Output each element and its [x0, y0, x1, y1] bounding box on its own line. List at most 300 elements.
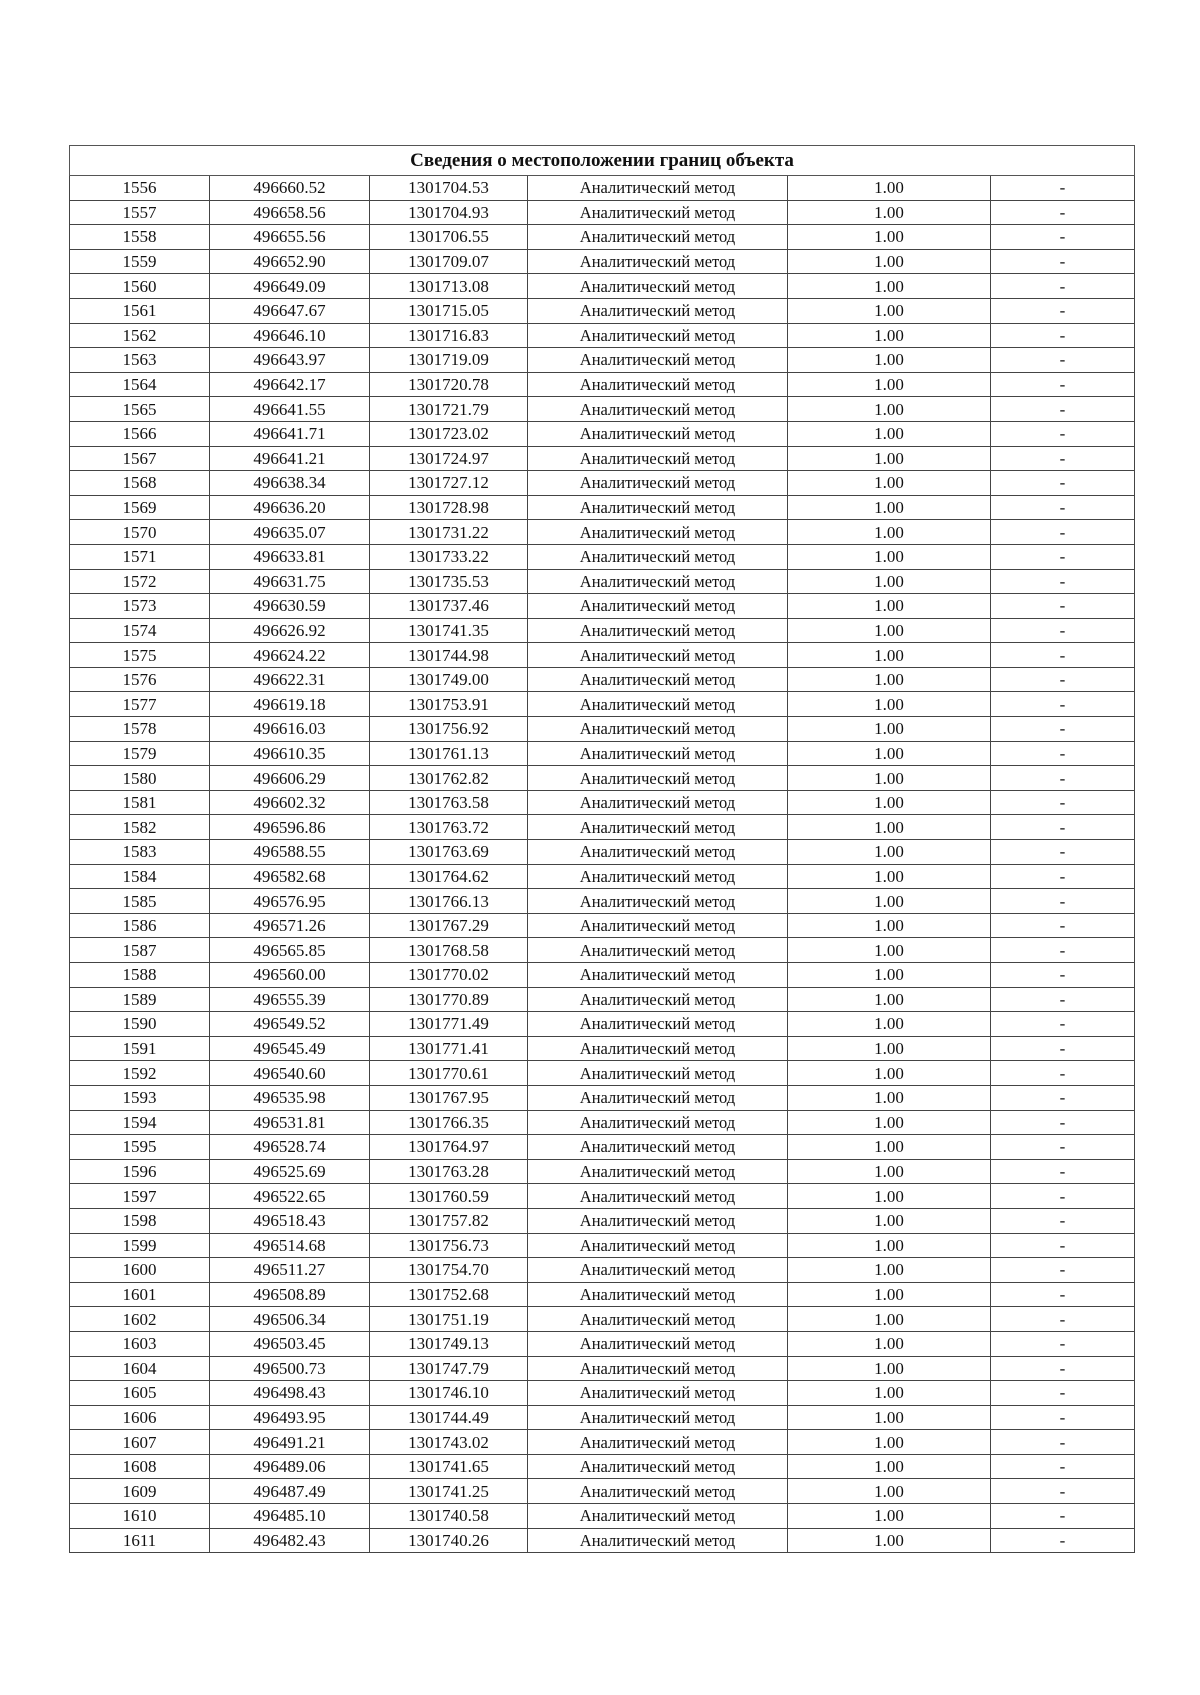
description-cell: -: [991, 298, 1135, 323]
point-number-cell: 1595: [70, 1135, 210, 1160]
y-coordinate-cell: 1301749.00: [370, 667, 528, 692]
point-number-cell: 1589: [70, 987, 210, 1012]
x-coordinate-cell: 496545.49: [210, 1036, 370, 1061]
point-number-cell: 1571: [70, 544, 210, 569]
accuracy-cell: 1.00: [788, 348, 991, 373]
y-coordinate-cell: 1301753.91: [370, 692, 528, 717]
method-cell: Аналитический метод: [528, 766, 788, 791]
point-number-cell: 1572: [70, 569, 210, 594]
point-number-cell: 1586: [70, 913, 210, 938]
accuracy-cell: 1.00: [788, 471, 991, 496]
accuracy-cell: 1.00: [788, 963, 991, 988]
table-row: [70, 667, 1135, 692]
accuracy-cell: 1.00: [788, 520, 991, 545]
description-cell: -: [991, 176, 1135, 201]
description-cell: -: [991, 790, 1135, 815]
table-row: [70, 889, 1135, 914]
accuracy-cell: 1.00: [788, 372, 991, 397]
method-cell: Аналитический метод: [528, 1110, 788, 1135]
x-coordinate-cell: 496630.59: [210, 594, 370, 619]
description-cell: -: [991, 1405, 1135, 1430]
accuracy-cell: 1.00: [788, 1233, 991, 1258]
accuracy-cell: 1.00: [788, 176, 991, 201]
x-coordinate-cell: 496576.95: [210, 889, 370, 914]
table-row: [70, 298, 1135, 323]
description-cell: -: [991, 569, 1135, 594]
method-cell: Аналитический метод: [528, 544, 788, 569]
description-cell: -: [991, 594, 1135, 619]
point-number-cell: 1607: [70, 1430, 210, 1455]
x-coordinate-cell: 496638.34: [210, 471, 370, 496]
table-row: [70, 1258, 1135, 1283]
method-cell: Аналитический метод: [528, 692, 788, 717]
description-cell: -: [991, 889, 1135, 914]
point-number-cell: 1597: [70, 1184, 210, 1209]
table-row: [70, 594, 1135, 619]
table-row: [70, 569, 1135, 594]
accuracy-cell: 1.00: [788, 741, 991, 766]
table-body: [70, 176, 1135, 1553]
y-coordinate-cell: 1301744.98: [370, 643, 528, 668]
point-number-cell: 1570: [70, 520, 210, 545]
x-coordinate-cell: 496624.22: [210, 643, 370, 668]
accuracy-cell: 1.00: [788, 1159, 991, 1184]
method-cell: Аналитический метод: [528, 1479, 788, 1504]
accuracy-cell: 1.00: [788, 1307, 991, 1332]
table-row: [70, 717, 1135, 742]
point-number-cell: 1593: [70, 1085, 210, 1110]
table-row: [70, 1110, 1135, 1135]
x-coordinate-cell: 496610.35: [210, 741, 370, 766]
point-number-cell: 1557: [70, 200, 210, 225]
table-row: [70, 913, 1135, 938]
y-coordinate-cell: 1301741.35: [370, 618, 528, 643]
x-coordinate-cell: 496606.29: [210, 766, 370, 791]
point-number-cell: 1610: [70, 1504, 210, 1529]
point-number-cell: 1611: [70, 1528, 210, 1553]
x-coordinate-cell: 496487.49: [210, 1479, 370, 1504]
x-coordinate-cell: 496633.81: [210, 544, 370, 569]
y-coordinate-cell: 1301767.29: [370, 913, 528, 938]
table-row: [70, 643, 1135, 668]
description-cell: -: [991, 1233, 1135, 1258]
accuracy-cell: 1.00: [788, 643, 991, 668]
table-row: [70, 397, 1135, 422]
accuracy-cell: 1.00: [788, 889, 991, 914]
table-row: [70, 1454, 1135, 1479]
description-cell: -: [991, 1381, 1135, 1406]
x-coordinate-cell: 496565.85: [210, 938, 370, 963]
method-cell: Аналитический метод: [528, 913, 788, 938]
method-cell: Аналитический метод: [528, 348, 788, 373]
description-cell: -: [991, 446, 1135, 471]
point-number-cell: 1588: [70, 963, 210, 988]
y-coordinate-cell: 1301733.22: [370, 544, 528, 569]
y-coordinate-cell: 1301746.10: [370, 1381, 528, 1406]
y-coordinate-cell: 1301704.53: [370, 176, 528, 201]
method-cell: Аналитический метод: [528, 1405, 788, 1430]
x-coordinate-cell: 496647.67: [210, 298, 370, 323]
accuracy-cell: 1.00: [788, 397, 991, 422]
method-cell: Аналитический метод: [528, 889, 788, 914]
point-number-cell: 1598: [70, 1208, 210, 1233]
accuracy-cell: 1.00: [788, 569, 991, 594]
table-row: [70, 348, 1135, 373]
description-cell: -: [991, 1282, 1135, 1307]
y-coordinate-cell: 1301764.62: [370, 864, 528, 889]
point-number-cell: 1581: [70, 790, 210, 815]
point-number-cell: 1567: [70, 446, 210, 471]
point-number-cell: 1575: [70, 643, 210, 668]
description-cell: -: [991, 274, 1135, 299]
y-coordinate-cell: 1301756.92: [370, 717, 528, 742]
x-coordinate-cell: 496482.43: [210, 1528, 370, 1553]
table-row: [70, 1504, 1135, 1529]
point-number-cell: 1577: [70, 692, 210, 717]
accuracy-cell: 1.00: [788, 815, 991, 840]
accuracy-cell: 1.00: [788, 1110, 991, 1135]
description-cell: -: [991, 667, 1135, 692]
method-cell: Аналитический метод: [528, 520, 788, 545]
x-coordinate-cell: 496660.52: [210, 176, 370, 201]
y-coordinate-cell: 1301731.22: [370, 520, 528, 545]
method-cell: Аналитический метод: [528, 471, 788, 496]
x-coordinate-cell: 496635.07: [210, 520, 370, 545]
table-row: [70, 618, 1135, 643]
description-cell: -: [991, 618, 1135, 643]
table-row: [70, 176, 1135, 201]
accuracy-cell: 1.00: [788, 544, 991, 569]
point-number-cell: 1558: [70, 225, 210, 250]
table-title-row: [70, 146, 1135, 176]
accuracy-cell: 1.00: [788, 323, 991, 348]
method-cell: Аналитический метод: [528, 667, 788, 692]
description-cell: -: [991, 200, 1135, 225]
method-cell: Аналитический метод: [528, 1356, 788, 1381]
method-cell: Аналитический метод: [528, 1504, 788, 1529]
table-row: [70, 987, 1135, 1012]
accuracy-cell: 1.00: [788, 274, 991, 299]
method-cell: Аналитический метод: [528, 1012, 788, 1037]
y-coordinate-cell: 1301749.13: [370, 1331, 528, 1356]
table-row: [70, 1085, 1135, 1110]
accuracy-cell: 1.00: [788, 1135, 991, 1160]
point-number-cell: 1559: [70, 249, 210, 274]
accuracy-cell: 1.00: [788, 1356, 991, 1381]
x-coordinate-cell: 496636.20: [210, 495, 370, 520]
x-coordinate-cell: 496555.39: [210, 987, 370, 1012]
method-cell: Аналитический метод: [528, 323, 788, 348]
accuracy-cell: 1.00: [788, 1085, 991, 1110]
description-cell: -: [991, 421, 1135, 446]
description-cell: -: [991, 1036, 1135, 1061]
x-coordinate-cell: 496531.81: [210, 1110, 370, 1135]
point-number-cell: 1592: [70, 1061, 210, 1086]
table-row: [70, 1307, 1135, 1332]
table-row: [70, 274, 1135, 299]
x-coordinate-cell: 496652.90: [210, 249, 370, 274]
y-coordinate-cell: 1301766.35: [370, 1110, 528, 1135]
y-coordinate-cell: 1301713.08: [370, 274, 528, 299]
table-row: [70, 938, 1135, 963]
y-coordinate-cell: 1301771.41: [370, 1036, 528, 1061]
description-cell: -: [991, 323, 1135, 348]
table-row: [70, 495, 1135, 520]
point-number-cell: 1599: [70, 1233, 210, 1258]
method-cell: Аналитический метод: [528, 176, 788, 201]
method-cell: Аналитический метод: [528, 225, 788, 250]
method-cell: Аналитический метод: [528, 569, 788, 594]
method-cell: Аналитический метод: [528, 298, 788, 323]
description-cell: -: [991, 1061, 1135, 1086]
table-row: [70, 1479, 1135, 1504]
y-coordinate-cell: 1301763.72: [370, 815, 528, 840]
y-coordinate-cell: 1301770.61: [370, 1061, 528, 1086]
accuracy-cell: 1.00: [788, 1258, 991, 1283]
description-cell: -: [991, 249, 1135, 274]
point-number-cell: 1563: [70, 348, 210, 373]
y-coordinate-cell: 1301761.13: [370, 741, 528, 766]
description-cell: -: [991, 1159, 1135, 1184]
y-coordinate-cell: 1301716.83: [370, 323, 528, 348]
table-row: [70, 471, 1135, 496]
x-coordinate-cell: 496582.68: [210, 864, 370, 889]
method-cell: Аналитический метод: [528, 1036, 788, 1061]
table-row: [70, 1331, 1135, 1356]
table-row: [70, 372, 1135, 397]
accuracy-cell: 1.00: [788, 1430, 991, 1455]
x-coordinate-cell: 496506.34: [210, 1307, 370, 1332]
description-cell: -: [991, 692, 1135, 717]
y-coordinate-cell: 1301747.79: [370, 1356, 528, 1381]
y-coordinate-cell: 1301743.02: [370, 1430, 528, 1455]
description-cell: -: [991, 372, 1135, 397]
table-row: [70, 963, 1135, 988]
x-coordinate-cell: 496500.73: [210, 1356, 370, 1381]
point-number-cell: 1585: [70, 889, 210, 914]
point-number-cell: 1556: [70, 176, 210, 201]
method-cell: Аналитический метод: [528, 1331, 788, 1356]
accuracy-cell: 1.00: [788, 1405, 991, 1430]
method-cell: Аналитический метод: [528, 864, 788, 889]
description-cell: -: [991, 1012, 1135, 1037]
point-number-cell: 1573: [70, 594, 210, 619]
y-coordinate-cell: 1301768.58: [370, 938, 528, 963]
point-number-cell: 1568: [70, 471, 210, 496]
y-coordinate-cell: 1301764.97: [370, 1135, 528, 1160]
method-cell: Аналитический метод: [528, 1208, 788, 1233]
accuracy-cell: 1.00: [788, 1036, 991, 1061]
method-cell: Аналитический метод: [528, 372, 788, 397]
description-cell: -: [991, 1356, 1135, 1381]
y-coordinate-cell: 1301744.49: [370, 1405, 528, 1430]
y-coordinate-cell: 1301706.55: [370, 225, 528, 250]
point-number-cell: 1596: [70, 1159, 210, 1184]
table-row: [70, 421, 1135, 446]
description-cell: -: [991, 1085, 1135, 1110]
table-row: [70, 1381, 1135, 1406]
accuracy-cell: 1.00: [788, 1061, 991, 1086]
table-row: [70, 1233, 1135, 1258]
description-cell: -: [991, 1208, 1135, 1233]
method-cell: Аналитический метод: [528, 790, 788, 815]
accuracy-cell: 1.00: [788, 421, 991, 446]
y-coordinate-cell: 1301763.28: [370, 1159, 528, 1184]
y-coordinate-cell: 1301720.78: [370, 372, 528, 397]
point-number-cell: 1560: [70, 274, 210, 299]
method-cell: Аналитический метод: [528, 1381, 788, 1406]
point-number-cell: 1580: [70, 766, 210, 791]
x-coordinate-cell: 496493.95: [210, 1405, 370, 1430]
table-row: [70, 1061, 1135, 1086]
x-coordinate-cell: 496622.31: [210, 667, 370, 692]
table-row: [70, 790, 1135, 815]
method-cell: Аналитический метод: [528, 618, 788, 643]
x-coordinate-cell: 496631.75: [210, 569, 370, 594]
table-row: [70, 200, 1135, 225]
y-coordinate-cell: 1301756.73: [370, 1233, 528, 1258]
point-number-cell: 1574: [70, 618, 210, 643]
description-cell: -: [991, 1504, 1135, 1529]
point-number-cell: 1583: [70, 840, 210, 865]
y-coordinate-cell: 1301770.89: [370, 987, 528, 1012]
accuracy-cell: 1.00: [788, 717, 991, 742]
x-coordinate-cell: 496518.43: [210, 1208, 370, 1233]
point-number-cell: 1561: [70, 298, 210, 323]
description-cell: -: [991, 544, 1135, 569]
y-coordinate-cell: 1301704.93: [370, 200, 528, 225]
description-cell: -: [991, 520, 1135, 545]
description-cell: -: [991, 1331, 1135, 1356]
table-row: [70, 692, 1135, 717]
accuracy-cell: 1.00: [788, 987, 991, 1012]
method-cell: Аналитический метод: [528, 495, 788, 520]
x-coordinate-cell: 496514.68: [210, 1233, 370, 1258]
method-cell: Аналитический метод: [528, 1307, 788, 1332]
point-number-cell: 1608: [70, 1454, 210, 1479]
accuracy-cell: 1.00: [788, 692, 991, 717]
method-cell: Аналитический метод: [528, 938, 788, 963]
x-coordinate-cell: 496508.89: [210, 1282, 370, 1307]
point-number-cell: 1603: [70, 1331, 210, 1356]
x-coordinate-cell: 496642.17: [210, 372, 370, 397]
accuracy-cell: 1.00: [788, 840, 991, 865]
method-cell: Аналитический метод: [528, 1233, 788, 1258]
description-cell: -: [991, 1258, 1135, 1283]
y-coordinate-cell: 1301735.53: [370, 569, 528, 594]
accuracy-cell: 1.00: [788, 938, 991, 963]
x-coordinate-cell: 496522.65: [210, 1184, 370, 1209]
point-number-cell: 1564: [70, 372, 210, 397]
y-coordinate-cell: 1301767.95: [370, 1085, 528, 1110]
accuracy-cell: 1.00: [788, 225, 991, 250]
method-cell: Аналитический метод: [528, 717, 788, 742]
method-cell: Аналитический метод: [528, 1061, 788, 1086]
description-cell: -: [991, 1184, 1135, 1209]
y-coordinate-cell: 1301727.12: [370, 471, 528, 496]
y-coordinate-cell: 1301741.25: [370, 1479, 528, 1504]
description-cell: -: [991, 741, 1135, 766]
x-coordinate-cell: 496489.06: [210, 1454, 370, 1479]
description-cell: -: [991, 348, 1135, 373]
description-cell: -: [991, 471, 1135, 496]
point-number-cell: 1602: [70, 1307, 210, 1332]
method-cell: Аналитический метод: [528, 1258, 788, 1283]
method-cell: Аналитический метод: [528, 1454, 788, 1479]
point-number-cell: 1576: [70, 667, 210, 692]
accuracy-cell: 1.00: [788, 298, 991, 323]
point-number-cell: 1578: [70, 717, 210, 742]
method-cell: Аналитический метод: [528, 1184, 788, 1209]
x-coordinate-cell: 496643.97: [210, 348, 370, 373]
x-coordinate-cell: 496549.52: [210, 1012, 370, 1037]
table-row: [70, 1159, 1135, 1184]
point-number-cell: 1565: [70, 397, 210, 422]
method-cell: Аналитический метод: [528, 1085, 788, 1110]
description-cell: -: [991, 225, 1135, 250]
description-cell: -: [991, 1479, 1135, 1504]
accuracy-cell: 1.00: [788, 594, 991, 619]
point-number-cell: 1579: [70, 741, 210, 766]
description-cell: -: [991, 643, 1135, 668]
x-coordinate-cell: 496658.56: [210, 200, 370, 225]
x-coordinate-cell: 496511.27: [210, 1258, 370, 1283]
y-coordinate-cell: 1301723.02: [370, 421, 528, 446]
x-coordinate-cell: 496491.21: [210, 1430, 370, 1455]
y-coordinate-cell: 1301760.59: [370, 1184, 528, 1209]
table-row: [70, 1405, 1135, 1430]
accuracy-cell: 1.00: [788, 790, 991, 815]
table-row: [70, 864, 1135, 889]
method-cell: Аналитический метод: [528, 200, 788, 225]
method-cell: Аналитический метод: [528, 421, 788, 446]
table-row: [70, 741, 1135, 766]
description-cell: -: [991, 1430, 1135, 1455]
table-row: [70, 446, 1135, 471]
table-row: [70, 1036, 1135, 1061]
description-cell: -: [991, 963, 1135, 988]
table-row: [70, 840, 1135, 865]
y-coordinate-cell: 1301741.65: [370, 1454, 528, 1479]
accuracy-cell: 1.00: [788, 1381, 991, 1406]
accuracy-cell: 1.00: [788, 864, 991, 889]
table-row: [70, 225, 1135, 250]
x-coordinate-cell: 496655.56: [210, 225, 370, 250]
accuracy-cell: 1.00: [788, 1282, 991, 1307]
table-row: [70, 766, 1135, 791]
y-coordinate-cell: 1301740.26: [370, 1528, 528, 1553]
accuracy-cell: 1.00: [788, 766, 991, 791]
method-cell: Аналитический метод: [528, 815, 788, 840]
point-number-cell: 1604: [70, 1356, 210, 1381]
description-cell: -: [991, 815, 1135, 840]
table-row: [70, 815, 1135, 840]
y-coordinate-cell: 1301715.05: [370, 298, 528, 323]
x-coordinate-cell: 496528.74: [210, 1135, 370, 1160]
y-coordinate-cell: 1301721.79: [370, 397, 528, 422]
description-cell: -: [991, 495, 1135, 520]
table-row: [70, 520, 1135, 545]
description-cell: -: [991, 1307, 1135, 1332]
y-coordinate-cell: 1301762.82: [370, 766, 528, 791]
x-coordinate-cell: 496525.69: [210, 1159, 370, 1184]
accuracy-cell: 1.00: [788, 1208, 991, 1233]
method-cell: Аналитический метод: [528, 1528, 788, 1553]
y-coordinate-cell: 1301752.68: [370, 1282, 528, 1307]
method-cell: Аналитический метод: [528, 1159, 788, 1184]
x-coordinate-cell: 496641.21: [210, 446, 370, 471]
point-number-cell: 1587: [70, 938, 210, 963]
